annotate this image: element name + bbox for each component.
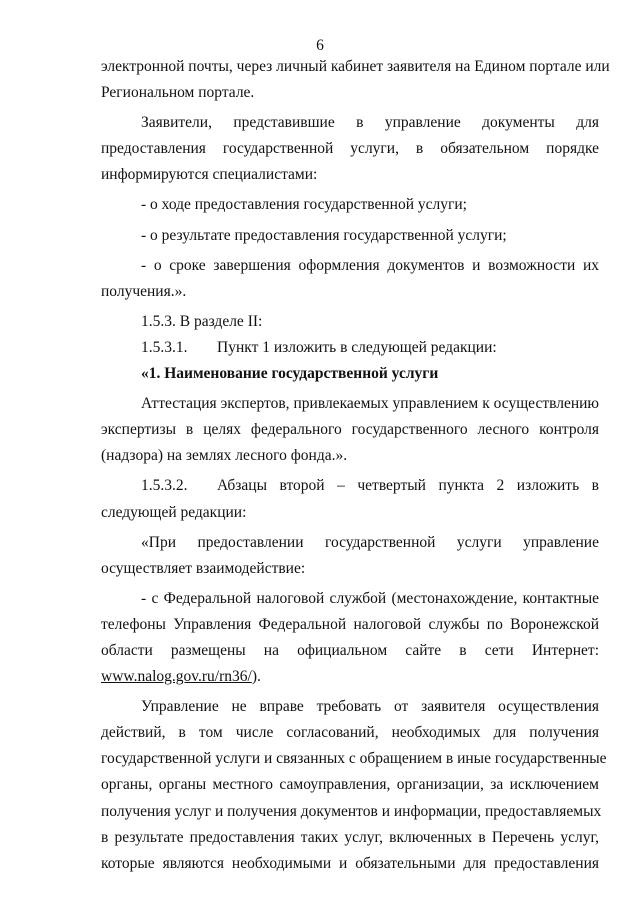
list-item: - с Федеральной налоговой службой (местонахождение, контактные: [141, 589, 599, 607]
text-line: действий, в том числе согласований, необходимых для получения: [101, 724, 599, 742]
text-line: телефоны Управления Федеральной налоговой службы по Воронежской: [101, 615, 599, 633]
clause-text: Пункт 1 изложить в следующей редакции:: [217, 338, 497, 356]
text-line: получения услуг и получения документов и информации, предоставляемых: [101, 802, 602, 820]
list-item: - о результате предоставления государственной услуги;: [141, 226, 507, 244]
text-line: [101, 664, 599, 690]
section-heading: 1.5.3. В разделе II:: [141, 312, 263, 330]
clause-number: 1.5.3.2.: [141, 477, 188, 495]
text-line: «При предоставлении государственной услуги управление: [141, 533, 599, 551]
bold-heading: «1. Наименование государственной услуги: [141, 365, 439, 383]
page-number: 6: [316, 37, 324, 54]
text-line: (надзора) на землях лесного фонда.».: [101, 447, 348, 465]
text-line: получения.».: [101, 282, 187, 300]
nalog-link[interactable]: www.nalog.gov.ru/rn36/: [101, 668, 252, 686]
text-line: Управление не вправе требовать от заявителя осуществления: [141, 698, 599, 716]
text-line: предоставления государственной услуги, в обязательном порядке: [101, 140, 599, 158]
list-item: - о ходе предоставления государственной услуги;: [141, 196, 467, 214]
text-line: Заявители, представившие в управление документы для: [141, 114, 599, 132]
text-line: экспертизы в целях федерального государственного лесного контроля: [101, 421, 599, 439]
clause-text: Абзацы второй – четвертый пункта 2 изложить в: [217, 477, 599, 495]
text-line: Региональном портале.: [101, 84, 255, 102]
text-line: государственной услуги и связанных с обращением в иные государственные: [101, 750, 607, 768]
clause-line: [101, 335, 599, 361]
text-line: информируются специалистами:: [101, 166, 318, 184]
text-line: Аттестация экспертов, привлекаемых управлением к осуществлению: [141, 395, 599, 413]
text-line: в результате предоставления таких услуг, включенных в Перечень услуг,: [101, 828, 599, 846]
text-line: области размещены на официальном сайте в сети Интернет:: [101, 641, 599, 659]
list-item: - о сроке завершения оформления документов и возможности их: [141, 256, 599, 274]
text-line: которые являются необходимыми и обязательными для предоставления: [101, 854, 599, 872]
text-tail: ).: [251, 668, 261, 686]
text-line: следующей редакции:: [101, 503, 247, 521]
text-line: осуществляет взаимодействие:: [101, 559, 306, 577]
clause-number: 1.5.3.1.: [141, 338, 188, 356]
document-body: [101, 54, 610, 877]
text-line: органы, органы местного самоуправления, организации, за исключением: [101, 776, 599, 794]
clause-line: [101, 473, 599, 499]
text-line: электронной почты, через личный кабинет заявителя на Едином портале или: [101, 58, 610, 75]
